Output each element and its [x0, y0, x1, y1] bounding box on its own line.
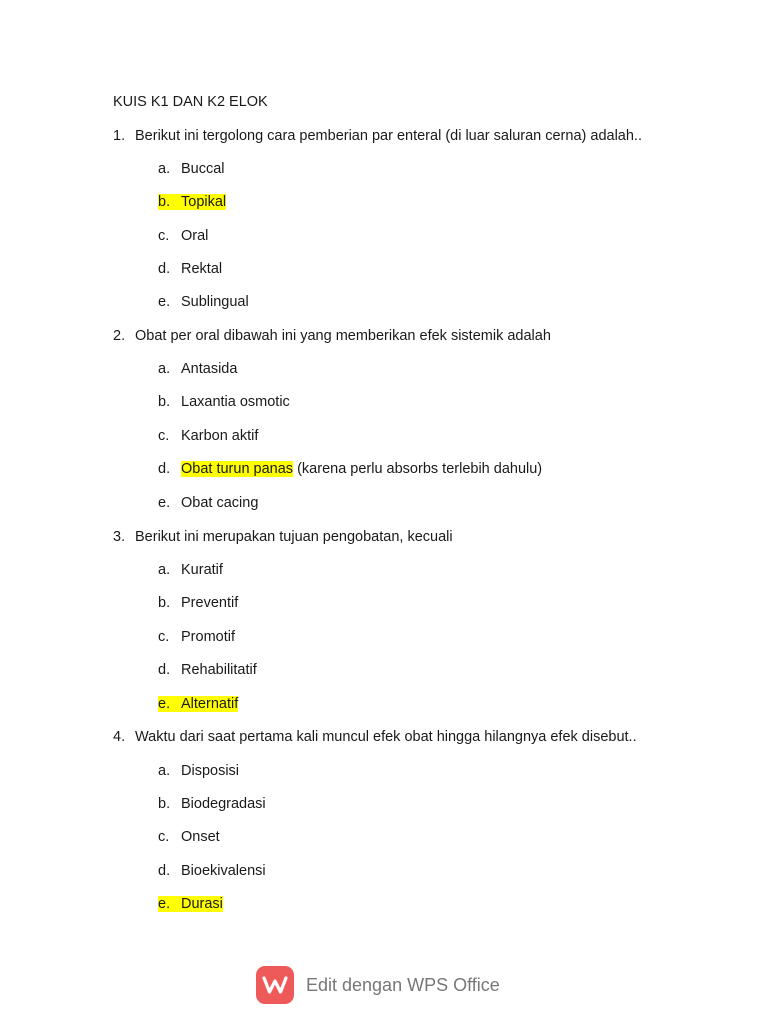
- option-letter: e.: [158, 294, 171, 310]
- wps-edit-button[interactable]: [256, 965, 500, 1005]
- option-4a: [158, 762, 239, 780]
- question-text: Berikut ini tergolong cara pemberian par enteral (di luar saluran cerna) adalah..: [135, 128, 642, 144]
- option-3d: [158, 661, 257, 679]
- option-letter: d.: [158, 461, 171, 477]
- question-number: 2.: [113, 328, 126, 344]
- question-text: Waktu dari saat pertama kali muncul efek obat hingga hilangnya efek disebut..: [135, 729, 637, 745]
- option-letter: a.: [158, 361, 171, 377]
- question-number: 3.: [113, 529, 126, 545]
- option-4e: [158, 895, 223, 913]
- option-1b: [158, 193, 226, 211]
- option-4b: [158, 795, 266, 813]
- option-2c: [158, 427, 258, 445]
- option-letter: b.: [158, 194, 171, 210]
- option-1e: [158, 293, 249, 311]
- option-letter: b.: [158, 595, 171, 611]
- option-3b: [158, 594, 238, 612]
- question-2: [113, 327, 551, 345]
- option-letter: a.: [158, 562, 171, 578]
- option-text: Sublingual: [181, 294, 249, 310]
- option-text: Kuratif: [181, 562, 223, 578]
- option-text: Rehabilitatif: [181, 662, 257, 678]
- option-2a: [158, 360, 237, 378]
- option-text: Antasida: [181, 361, 238, 377]
- question-number: 4.: [113, 729, 126, 745]
- option-text: Rektal: [181, 261, 223, 277]
- option-1d: [158, 260, 222, 278]
- option-text: Disposisi: [181, 763, 240, 779]
- option-text: Bioekivalensi: [181, 863, 266, 879]
- option-text: Onset: [181, 829, 220, 845]
- option-letter: e.: [158, 896, 171, 912]
- option-letter: a.: [158, 161, 171, 177]
- document-title: KUIS K1 DAN K2 ELOK: [113, 94, 268, 110]
- option-2e: [158, 494, 258, 512]
- option-letter: d.: [158, 863, 171, 879]
- option-letter: c.: [158, 829, 170, 845]
- option-4c: [158, 828, 220, 846]
- option-letter: b.: [158, 394, 171, 410]
- option-4d: [158, 862, 266, 880]
- option-letter: e.: [158, 696, 171, 712]
- option-2b: [158, 393, 290, 411]
- question-text: Berikut ini merupakan tujuan pengobatan, kecuali: [135, 529, 453, 545]
- option-letter: d.: [158, 261, 171, 277]
- option-letter: d.: [158, 662, 171, 678]
- option-text: Buccal: [181, 161, 225, 177]
- option-text: Preventif: [181, 595, 239, 611]
- option-letter: a.: [158, 763, 171, 779]
- option-3c: [158, 628, 235, 646]
- option-text: Oral: [181, 228, 209, 244]
- option-letter: c.: [158, 228, 170, 244]
- option-3e: [158, 695, 238, 713]
- option-3a: [158, 561, 223, 579]
- option-note: (karena perlu absorbs terlebih dahulu): [297, 461, 543, 477]
- option-1a: [158, 160, 225, 178]
- question-4: [113, 728, 637, 746]
- option-text: Obat cacing: [181, 495, 259, 511]
- option-text: Karbon aktif: [181, 428, 259, 444]
- option-text: Biodegradasi: [181, 796, 266, 812]
- question-text: Obat per oral dibawah ini yang memberikan efek sistemik adalah: [135, 328, 551, 344]
- option-2d: [158, 460, 542, 478]
- option-1c: [158, 227, 208, 245]
- option-letter: c.: [158, 629, 170, 645]
- question-3: [113, 528, 453, 546]
- option-text: Alternatif: [181, 696, 239, 712]
- option-letter: b.: [158, 796, 171, 812]
- wps-edit-label: Edit dengan WPS Office: [306, 974, 500, 995]
- option-text: Laxantia osmotic: [181, 394, 290, 410]
- option-text: Promotif: [181, 629, 235, 645]
- option-text: Durasi: [181, 896, 223, 912]
- option-text: Topikal: [181, 194, 227, 210]
- option-letter: c.: [158, 428, 170, 444]
- question-number: 1.: [113, 128, 126, 144]
- option-text: Obat turun panas: [181, 461, 294, 477]
- wps-logo-icon: [256, 966, 294, 1004]
- question-1: [113, 127, 642, 145]
- option-letter: e.: [158, 495, 171, 511]
